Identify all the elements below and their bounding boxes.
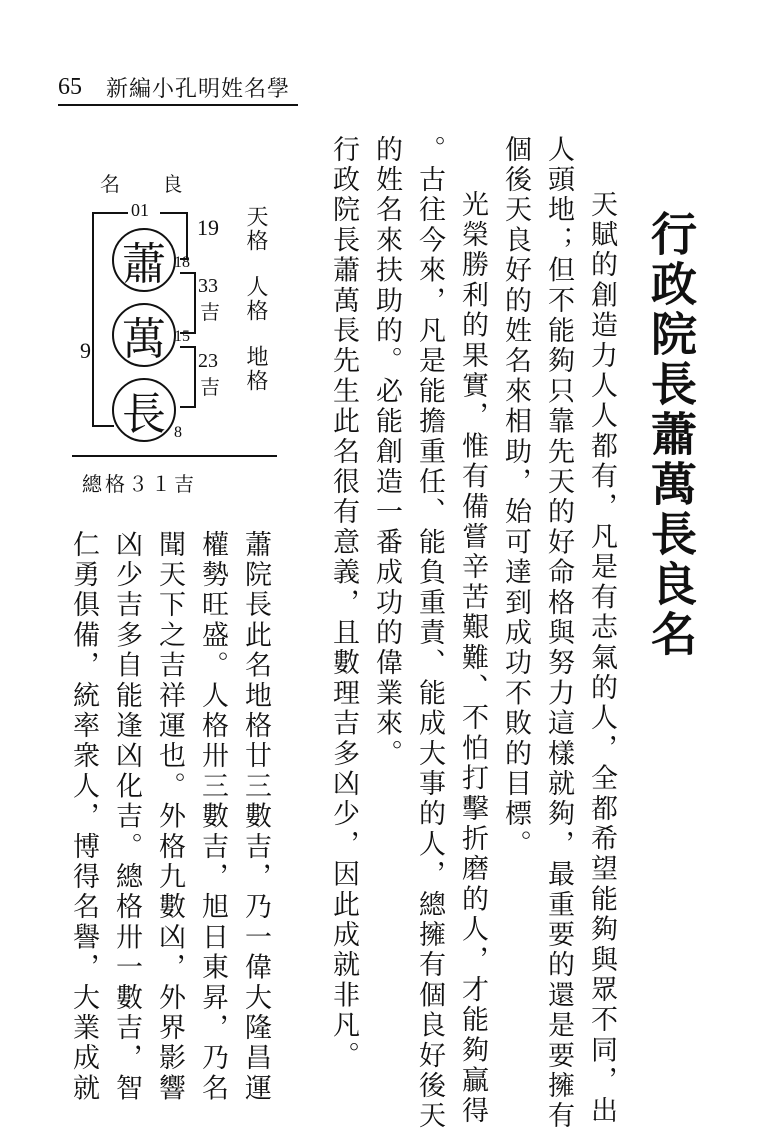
bracket-top-left [92, 212, 128, 214]
surname-char: 蕭 [112, 228, 176, 292]
body-column-3: 個後天良好的姓名來相助，始可達到成功不敗的目標。 [500, 135, 531, 860]
total-rule [72, 455, 277, 457]
page-number: 65 [58, 74, 82, 100]
book-title: 新編小孔明姓名學 [106, 77, 291, 102]
lower-column-1: 蕭院長此名地格廿三數吉，乃一偉大隆昌運 [240, 530, 271, 1104]
tian-number: 19 [197, 215, 219, 240]
total-grid: 總格３１吉 [82, 472, 197, 496]
header-rule [58, 104, 298, 106]
article-title: 行政院長蕭萬長良名 [644, 210, 698, 660]
given-char-2: 長 [112, 378, 176, 442]
body-column-5: 。古往今來，凡是能擔重任、能負重責、能成大事的人，總擁有個良好後天 [414, 135, 445, 1132]
ren-number: 33 [198, 275, 218, 297]
ren-bracket [194, 272, 196, 334]
bracket-left [92, 212, 94, 427]
bracket-bottom [92, 425, 114, 427]
di-bracket [194, 346, 196, 408]
ren-label: 人格 [243, 275, 268, 323]
stroke-2: 15 [174, 328, 190, 345]
body-column-6: 的姓名來扶助的。必能創造一番成功的偉業來。 [371, 135, 402, 770]
outer-number: 9 [80, 338, 91, 363]
di-luck: 吉 [200, 375, 220, 399]
lower-column-3: 聞天下之吉祥運也。外格九數凶，外界影響 [154, 530, 185, 1104]
tian-label: 天格 [243, 205, 268, 253]
lower-column-4: 凶少吉多自能逢凶化吉。總格卅一數吉，智 [111, 530, 142, 1104]
body-column-2: 人頭地；但不能夠只靠先天的好命格與努力這樣就夠，最重要的還是要擁有 [543, 135, 574, 1132]
given-char-1: 萬 [112, 303, 176, 367]
stroke-top: 01 [131, 200, 149, 220]
page-header [58, 70, 298, 106]
bracket-top-right [160, 212, 188, 214]
body-column-7: 行政院長蕭萬長先生此名很有意義，且數理吉多凶少，因此成就非凡。 [328, 135, 359, 1072]
body-column-1: 天賦的創造力人人都有，凡是有志氣的人，全都希望能夠與眾不同，出 [586, 190, 617, 1127]
lower-column-2: 權勢旺盛。人格卅三數吉，旭日東昇，乃名 [197, 530, 228, 1104]
stroke-1: 18 [174, 254, 190, 271]
tian-bracket [186, 212, 188, 260]
diagram-caption: 名 良 [100, 172, 201, 196]
di-number: 23 [198, 350, 218, 372]
body-column-4: 光榮勝利的果實，惟有備嘗辛苦艱難、不怕打擊折磨的人，才能夠贏得 [457, 190, 488, 1127]
lower-column-5: 仁勇俱備，統率衆人，博得名譽，大業成就 [68, 530, 99, 1104]
di-bracket-end [180, 406, 196, 408]
stroke-3: 8 [174, 424, 182, 441]
di-label: 地格 [243, 345, 268, 393]
ren-luck: 吉 [200, 300, 220, 324]
